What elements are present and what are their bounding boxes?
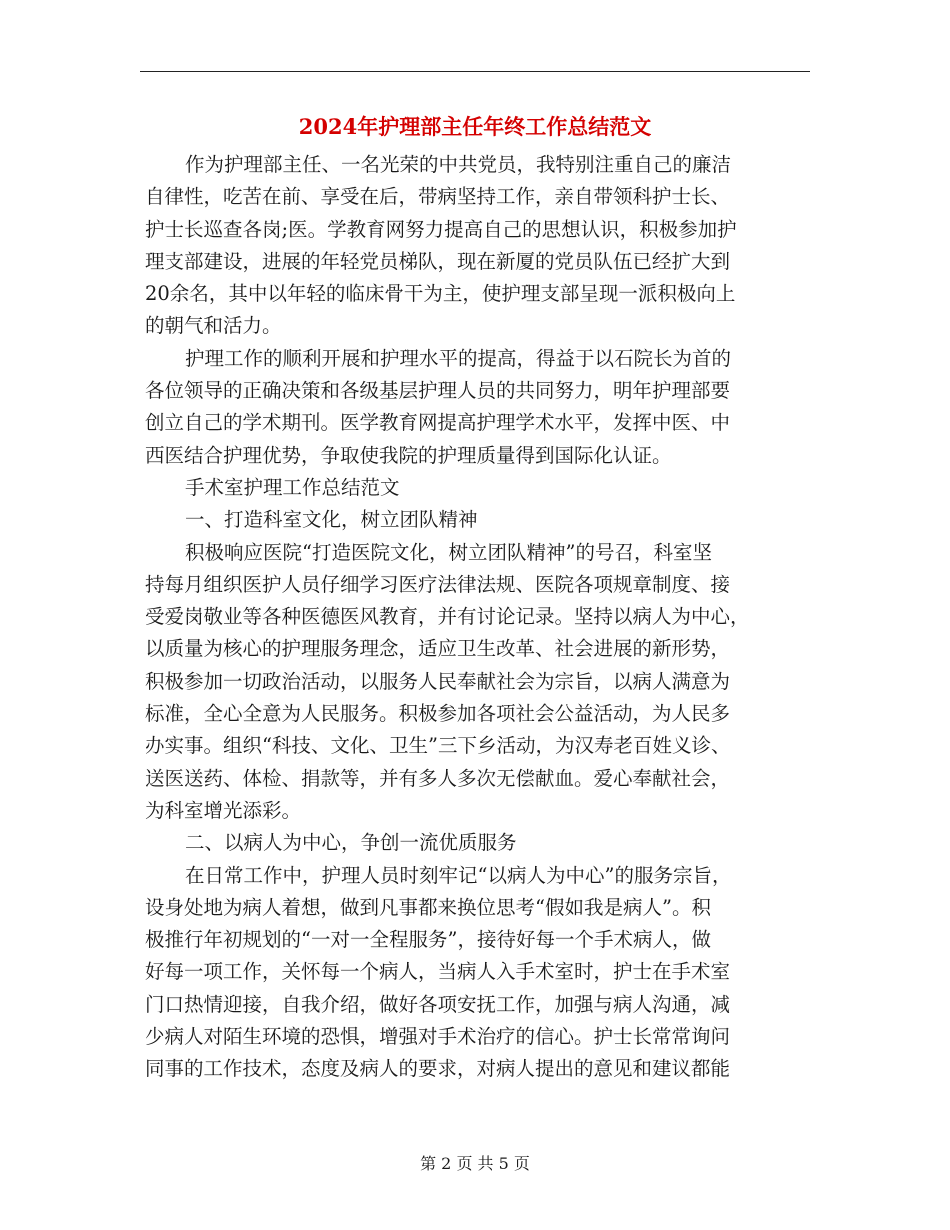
paragraph-line: 积极响应医院“打造医院文化，树立团队精神”的号召，科室坚: [185, 540, 712, 564]
paragraph-line: 标准，全心全意为人民服务。积极参加各项社会公益活动，为人民多: [145, 702, 731, 726]
paragraph-line: 设身处地为病人着想，做到凡事都来换位思考“假如我是病人”。积: [145, 895, 711, 919]
paragraph-line: 为科室增光添彩。: [145, 798, 302, 822]
page-number-footer: 第 2 页 共 5 页: [420, 1154, 530, 1173]
paragraph-line: 创立自己的学术期刊。医学教育网提高护理学术水平，发挥中医、中: [145, 411, 731, 435]
section-subtitle: 手术室护理工作总结范文: [185, 475, 400, 499]
paragraph-line: 少病人对陌生环境的恐惧，增强对手术治疗的信心。护士长常常询问: [145, 1025, 731, 1049]
paragraph-line: 护理工作的顺利开展和护理水平的提高，得益于以石院长为首的: [185, 346, 732, 370]
paragraph-line: 作为护理部主任、一名光荣的中共党员，我特别注重自己的廉洁: [185, 153, 732, 176]
paragraph-line: 办实事。组织“科技、文化、卫生”三下乡活动，为汉寿老百姓义诊、: [145, 734, 731, 758]
section-heading: 二、以病人为中心，争创一流优质服务: [185, 831, 517, 855]
paragraph-line: 积极参加一切政治活动，以服务人民奉献社会为宗旨，以病人满意为: [145, 669, 731, 693]
paragraph-line: 以质量为核心的护理服务理念，适应卫生改革、社会进展的新形势，: [145, 637, 731, 661]
paragraph-line: 西医结合护理优势，争取使我院的护理质量得到国际化认证。: [145, 443, 672, 467]
paragraph-line: 理支部建设，进展的年轻党员梯队，现在新厦的党员队伍已经扩大到: [145, 249, 731, 273]
paragraph-line: 护士长巡查各岗;医。学教育网努力提高自己的思想认识，积极参加护: [145, 217, 737, 241]
document-title: 2024年护理部主任年终工作总结范文: [298, 114, 652, 139]
paragraph-line: 的朝气和活力。: [145, 314, 282, 338]
paragraph-line: 自律性，吃苦在前、享受在后，带病坚持工作，亲自带领科护士长、: [145, 185, 731, 209]
paragraph-line: 送医送药、体检、捐款等，并有多人多次无偿献血。爱心奉献社会，: [145, 766, 731, 790]
paragraph-line: 在日常工作中，护理人员时刻牢记“以病人为中心”的服务宗旨，: [185, 863, 732, 887]
paragraph-line: 20余名，其中以年轻的临床骨干为主，使护理支部呈现一派积极向上: [145, 282, 736, 306]
paragraph-line: 受爱岗敬业等各种医德医风教育，并有讨论记录。坚持以病人为中心，: [145, 605, 750, 629]
header-rule: [140, 71, 810, 72]
paragraph-line: 极推行年初规划的“一对一全程服务”，接待好每一个手术病人，做: [145, 928, 711, 952]
paragraph-line: 门口热情迎接，自我介绍，做好各项安抚工作，加强与病人沟通，减: [145, 992, 731, 1016]
section-heading: 一、打造科室文化，树立团队精神: [185, 508, 478, 532]
paragraph-line: 同事的工作技术，态度及病人的要求，对病人提出的意见和建议都能: [145, 1057, 731, 1081]
document-body: [145, 149, 810, 1086]
paragraph-line: 持每月组织医护人员仔细学习医疗法律法规、医院各项规章制度、接: [145, 572, 731, 596]
paragraph-line: 各位领导的正确决策和各级基层护理人员的共同努力，明年护理部要: [145, 379, 731, 403]
paragraph-line: 好每一项工作，关怀每一个病人，当病人入手术室时，护士在手术室: [145, 960, 731, 984]
